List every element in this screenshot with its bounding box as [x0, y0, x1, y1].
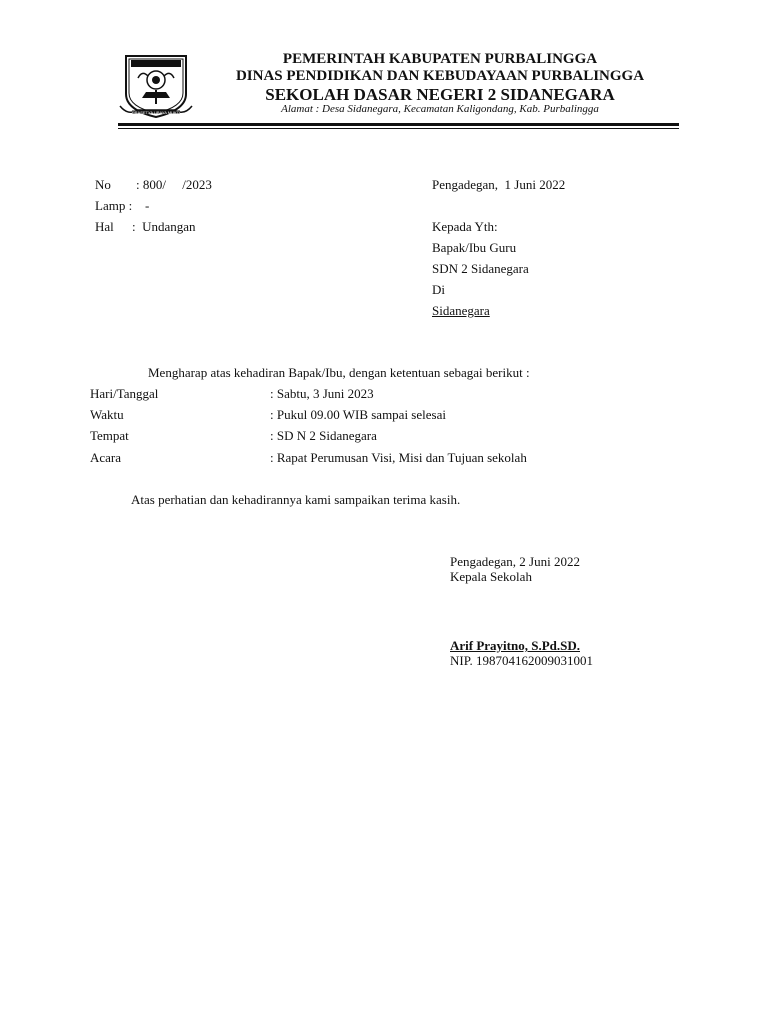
letterhead-school: SEKOLAH DASAR NEGERI 2 SIDANEGARA: [265, 85, 615, 104]
no-label: No: [95, 177, 111, 192]
intro-paragraph: Mengharap atas kehadiran Bapak/Ibu, dengan ketentuan sebagai berikut :: [148, 365, 530, 380]
recipient-kepada: Kepada Yth:: [432, 219, 498, 234]
detail-value: : Rapat Perumusan Visi, Misi dan Tujuan sekolah: [270, 450, 527, 465]
detail-label: Acara: [90, 450, 122, 465]
closing-paragraph: Atas perhatian dan kehadirannya kami sampaikan terima kasih.: [131, 492, 461, 507]
detail-label: Waktu: [90, 407, 124, 422]
signatory-nip: NIP. 198704162009031001: [450, 653, 594, 668]
signature-title: Kepala Sekolah: [450, 569, 532, 584]
letterhead-department: DINAS PENDIDIKAN DAN KEBUDAYAAN PURBALINGGA: [235, 68, 645, 84]
no-value: : 800/ /2023: [136, 177, 212, 192]
detail-value: : Sabtu, 3 Juni 2023: [270, 386, 374, 401]
logo-text: PURBALINGGA: [135, 51, 177, 57]
detail-value: : Pukul 09.00 WIB sampai selesai: [270, 407, 446, 422]
detail-label: Tempat: [90, 428, 129, 443]
recipient-name: Bapak/Ibu Guru: [432, 240, 517, 255]
logo-ribbon-text: PRASETYA UBAYA MUKTI: [132, 110, 181, 115]
letterhead-address: Alamat : Desa Sidanegara, Kecamatan Kaligondang, Kab. Purbalingga: [281, 103, 599, 115]
hal-label: Hal: [95, 219, 114, 234]
recipient-di: Di: [432, 282, 445, 297]
letter-date: Pengadegan, 1 Juni 2022: [432, 177, 566, 192]
detail-label: Hari/Tanggal: [90, 386, 159, 401]
recipient-school: SDN 2 Sidanegara: [432, 261, 529, 276]
lamp-value: -: [145, 198, 150, 213]
hal-value: : Undangan: [132, 219, 196, 234]
detail-value: : SD N 2 Sidanegara: [270, 428, 377, 443]
letterhead-rule-thin: [118, 128, 679, 129]
recipient-place: Sidanegara: [432, 303, 490, 318]
signature-date: Pengadegan, 2 Juni 2022: [450, 554, 580, 569]
signatory-name: Arif Prayitno, S.Pd.SD.: [450, 638, 580, 653]
lamp-label: Lamp :: [95, 198, 133, 213]
letterhead-rule-thick: [118, 123, 679, 126]
letterhead-government: PEMERINTAH KABUPATEN PURBALINGGA: [282, 51, 598, 67]
